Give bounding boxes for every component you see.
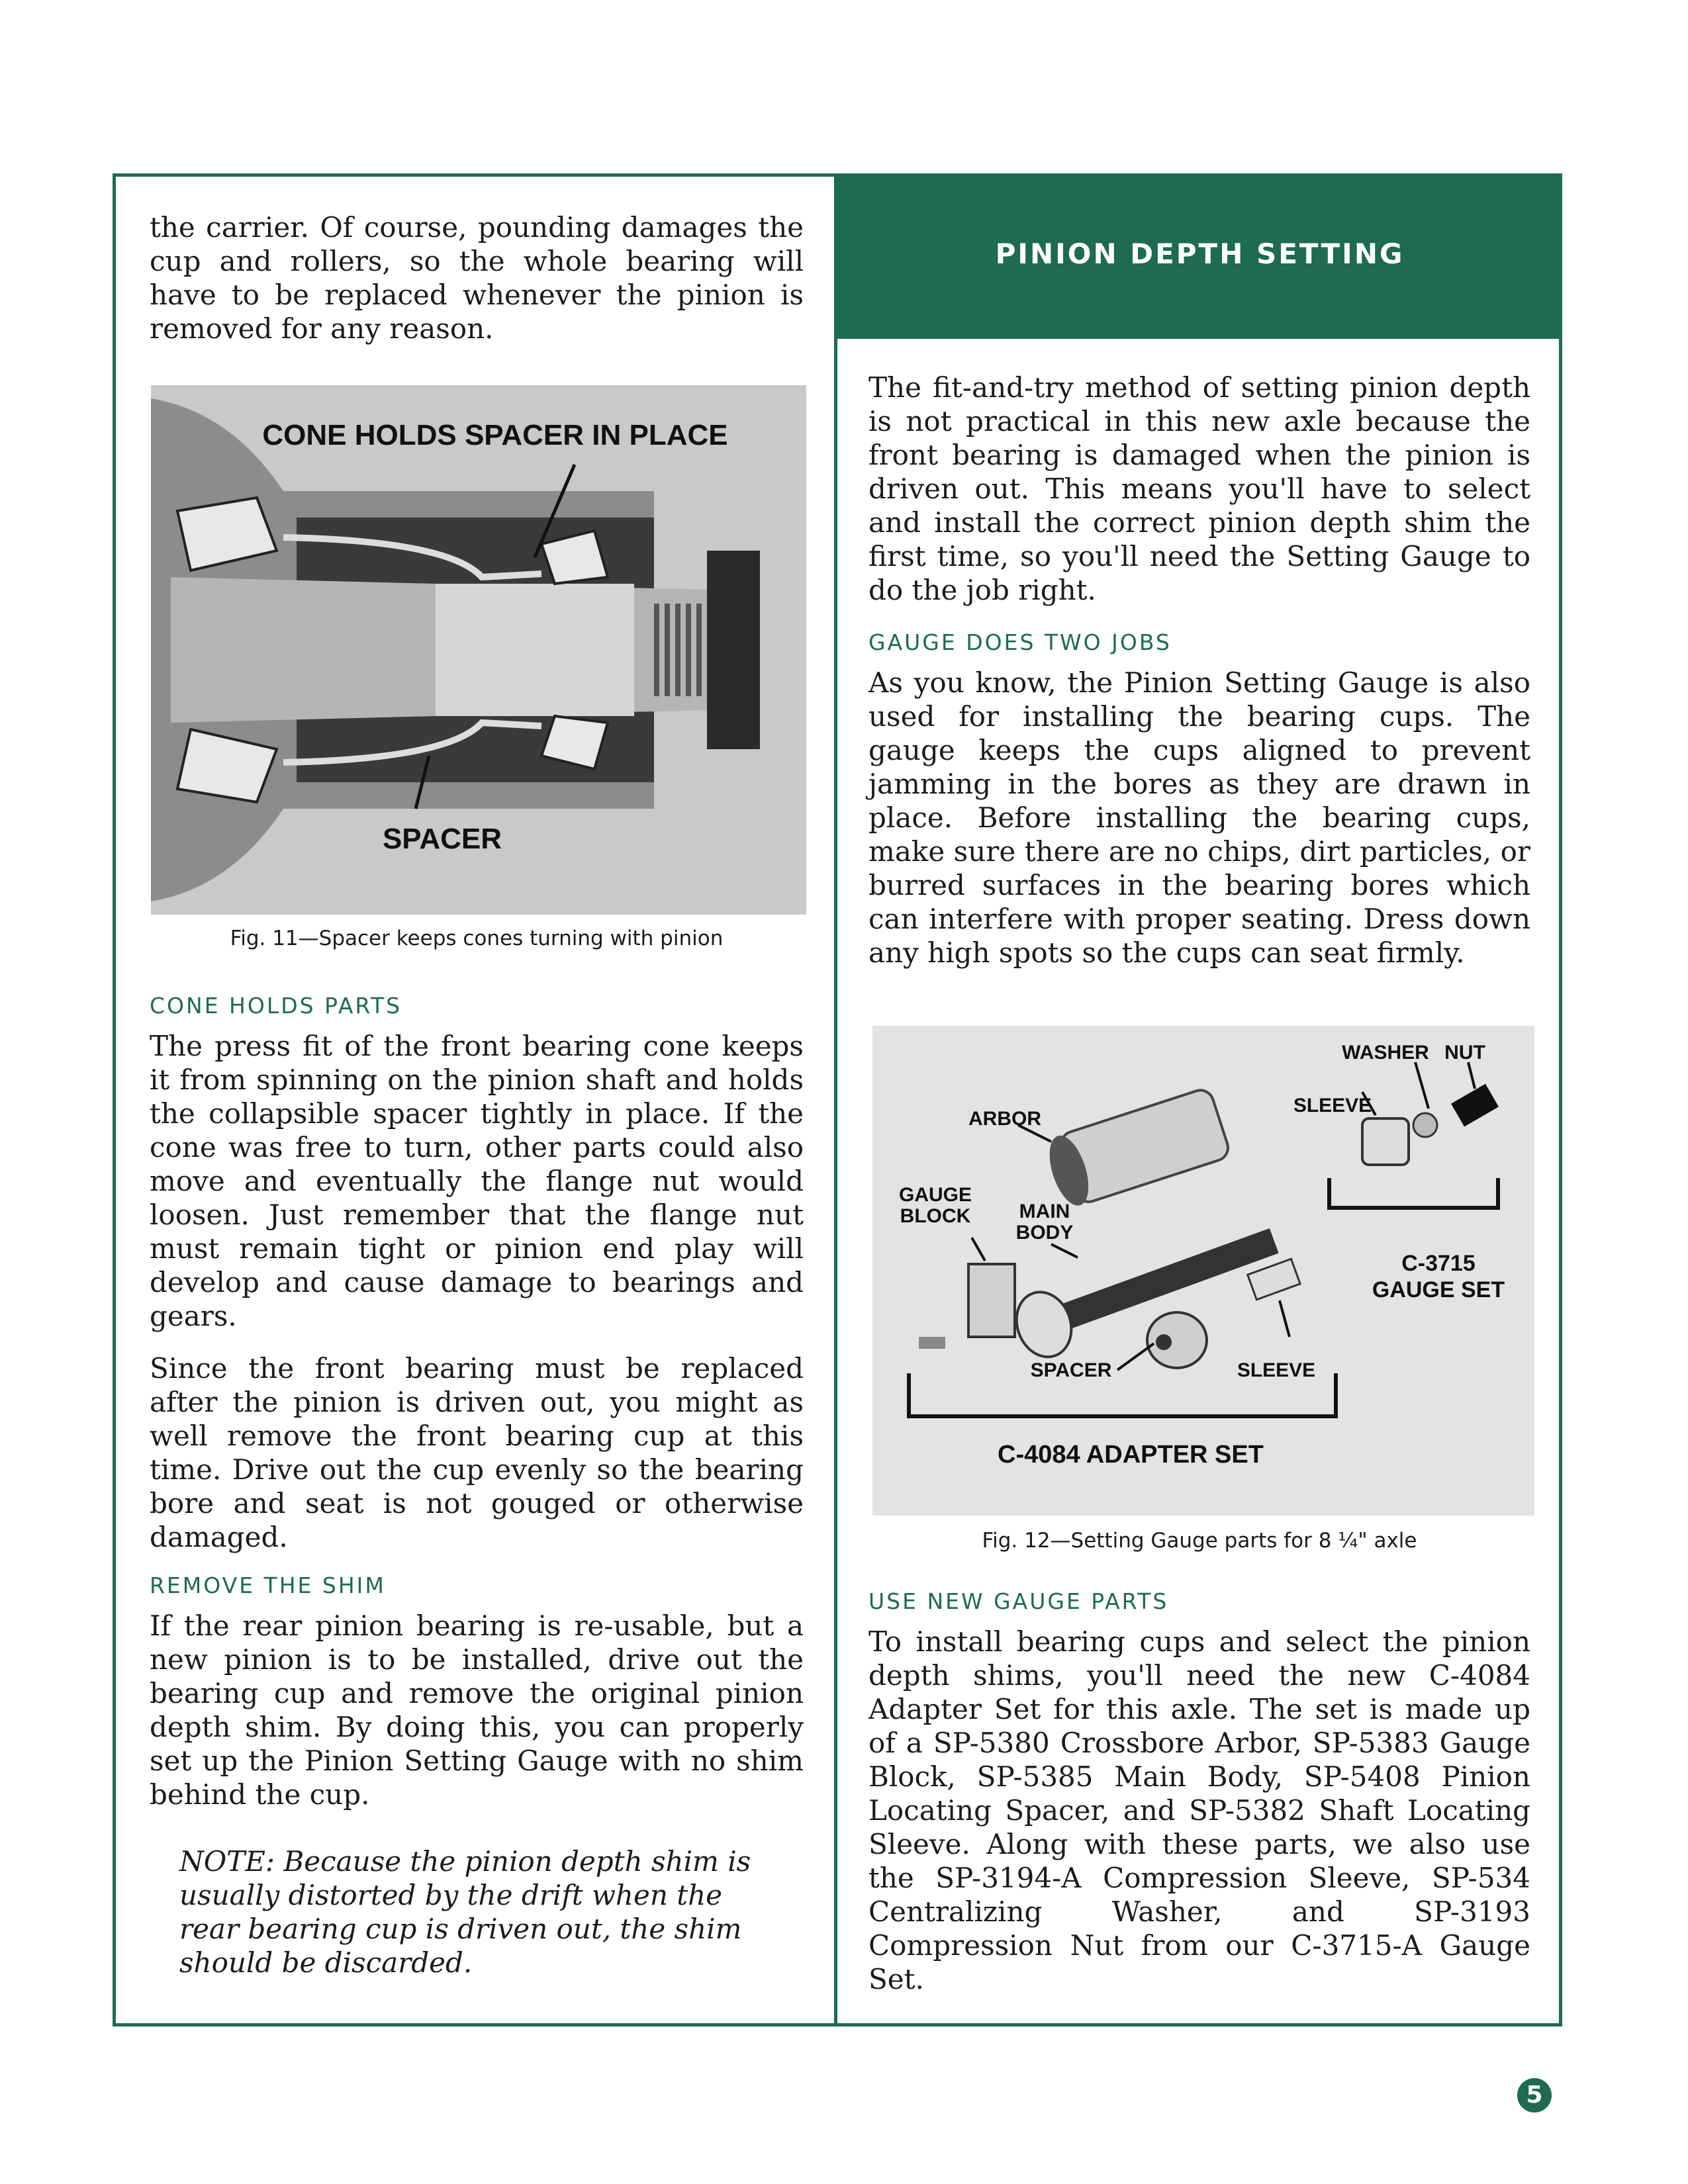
fig12-label-gauge-set-line1: C-3715 bbox=[1401, 1251, 1476, 1276]
right-intro-paragraph: The fit-and-try method of setting pinion depth is not practical in this new axle because the front bearing is damaged when the pinion is driven out. This means you'll have to select and install the correct pinion depth shim the first time, so you'll need the Setting Gauge to do the job right. bbox=[868, 371, 1530, 606]
fig12-label-adapter-set: C-4084 ADAPTER SET bbox=[998, 1441, 1264, 1469]
heading-cone-holds-parts: CONE HOLDS PARTS bbox=[150, 993, 402, 1019]
fig11-label-bottom: SPACER bbox=[382, 823, 502, 855]
figure-11-bearing-cutaway bbox=[151, 385, 806, 915]
fig12-label-main-body-line1: MAIN bbox=[1019, 1201, 1070, 1222]
cone-holds-paragraph-1: The press fit of the front bearing cone keeps it from spinning on the pinion shaft and holds the collapsible spacer tightly in place. If the cone was free to turn, other parts could also move and eventually the flange nut would loosen. Just remember that the flange nut must remain tight or pinion end play will develop and cause damage to bearings and gears. bbox=[150, 1030, 804, 1332]
fig12-label-sleeve-bottom: SLEEVE bbox=[1237, 1359, 1316, 1381]
fig12-label-nut: NUT bbox=[1444, 1042, 1485, 1064]
use-new-gauge-paragraph: To install bearing cups and select the pinion depth shims, you'll need the new C-4084 Adapter Set for this axle. The set is made up of a SP-5380 Crossbore Arbor, SP-5383 Gauge Block, SP-5385 Main Body, SP-5408 Pinion Locating Spacer, and SP-5382 Shaft Locating Sleeve. Along with these parts, we also use the SP-3194-A Compression Sleeve, SP-534 Centralizing Washer, and SP-3193 Compression Nut from our C-3715-A Gauge Set. bbox=[868, 1625, 1530, 1995]
fig12-label-gauge-block-line1: GAUGE bbox=[898, 1184, 972, 1206]
banner-title: PINION DEPTH SETTING bbox=[995, 238, 1405, 270]
heading-use-new-gauge-parts: USE NEW GAUGE PARTS bbox=[868, 1588, 1169, 1614]
right-column-bottom bbox=[868, 1588, 1530, 2015]
gauge-parts-illustration bbox=[872, 1026, 1534, 1516]
remove-shim-paragraph: If the rear pinion bearing is re-usable, but a new pinion is to be installed, drive out the bearing cup and remove the original pinion depth shim. By doing this, you can properly set up the Pinion Setting Gauge with no shim behind the cup. bbox=[150, 1610, 804, 1811]
fig12-caption: Fig. 12—Setting Gauge parts for 8 ¼" axle bbox=[982, 1529, 1417, 1553]
fig12-label-sleeve-top: SLEEVE bbox=[1293, 1095, 1372, 1116]
right-column-top bbox=[868, 371, 1530, 988]
cone-holds-paragraph-2: Since the front bearing must be replaced after the pinion is driven out, you might as well remove the front bearing cup at this time. Drive out the cup evenly so the bearing bore and seat is not gouged or otherwise damaged. bbox=[150, 1352, 804, 1553]
fig11-label-top: CONE HOLDS SPACER IN PLACE bbox=[262, 419, 728, 451]
left-column bbox=[150, 210, 804, 364]
bearing-cutaway-illustration bbox=[151, 385, 806, 915]
fig12-caption-wrap bbox=[868, 1529, 1530, 1553]
note-paragraph: NOTE: Because the pinion depth shim is usually distorted by the drift when the rear bearing cup is driven out, the shim should be discarded. bbox=[179, 1845, 751, 1979]
fig12-label-washer: WASHER bbox=[1342, 1042, 1429, 1064]
fig12-label-arbor: ARBOR bbox=[968, 1108, 1041, 1130]
fig11-caption-wrap bbox=[150, 927, 804, 950]
page-number-badge: 5 bbox=[1517, 2078, 1552, 2113]
gauge-two-jobs-paragraph: As you know, the Pinion Setting Gauge is also used for installing the bearing cups. The gauge keeps the cups aligned to prevent jamming in the bores as they are drawn in place. Before installing the bearing cups, make sure there are no chips, dirt particles, or burred surfaces in the bearing bores which can interfere with proper seating. Dress down any high spots so the cups can seat firmly. bbox=[868, 666, 1530, 969]
fig12-label-main-body-line2: BODY bbox=[1015, 1222, 1074, 1244]
figure-12-gauge-parts bbox=[872, 1026, 1534, 1516]
fig12-label-gauge-set-line2: GAUGE SET bbox=[1372, 1277, 1505, 1302]
heading-remove-the-shim: REMOVE THE SHIM bbox=[150, 1572, 386, 1598]
section-banner bbox=[837, 173, 1562, 339]
heading-gauge-does-two-jobs: GAUGE DOES TWO JOBS bbox=[868, 629, 1172, 655]
left-sections bbox=[150, 993, 804, 1979]
fig11-caption: Fig. 11—Spacer keeps cones turning with pinion bbox=[230, 927, 724, 950]
fig12-label-gauge-block-line2: BLOCK bbox=[900, 1205, 971, 1227]
column-divider bbox=[834, 173, 837, 2026]
fig12-label-spacer: SPACER bbox=[1030, 1359, 1112, 1381]
left-intro-paragraph: the carrier. Of course, pounding damages the cup and rollers, so the whole bearing will have to be replaced whenever the pinion is removed for any reason. bbox=[150, 211, 804, 345]
